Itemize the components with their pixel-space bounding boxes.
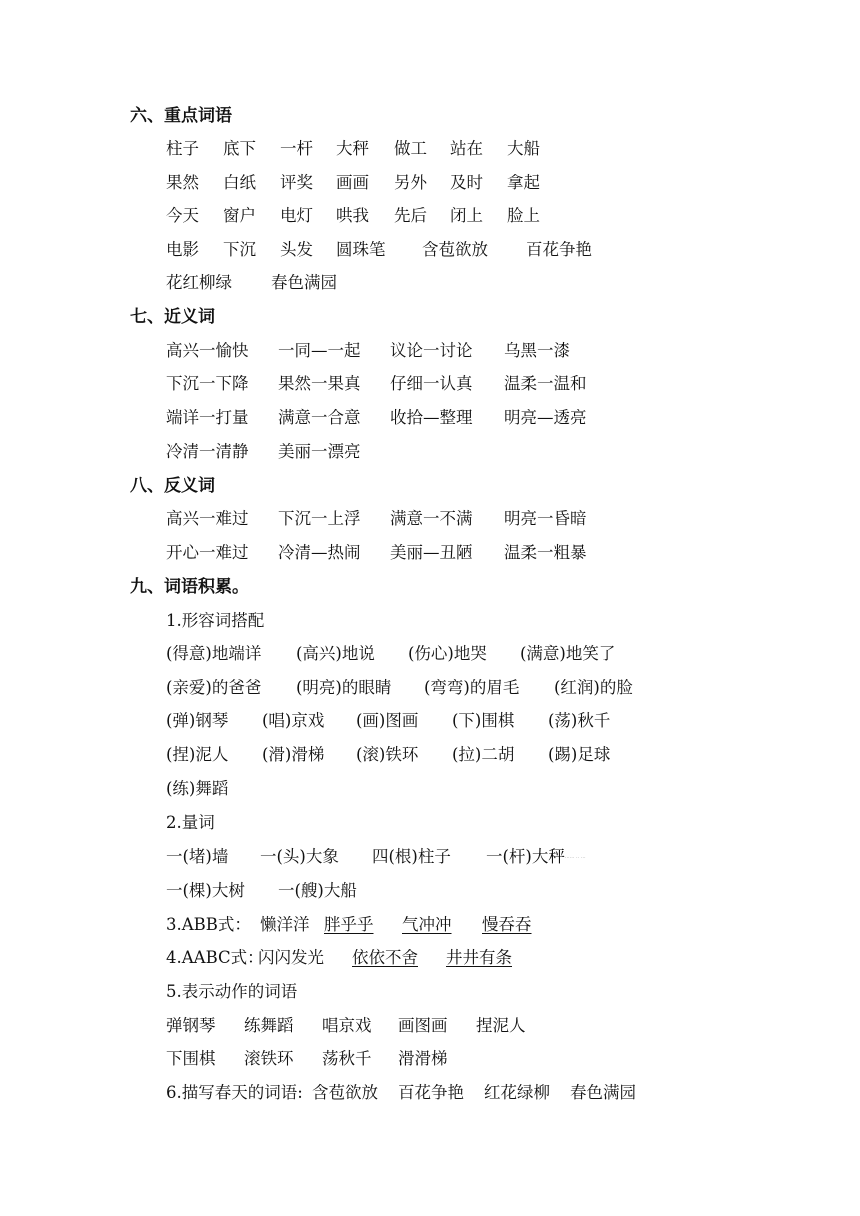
word: 大秤 [336, 139, 369, 158]
word: 做工 [394, 139, 427, 158]
word: 大船 [507, 139, 540, 158]
collocation: (滚)铁环 [356, 745, 419, 764]
collocation: (拉)二胡 [452, 745, 515, 764]
measure-word-text: 一(杆)大秤 [486, 847, 565, 866]
abb-word-answer: 气冲冲 [402, 915, 452, 934]
collocation: (红润)的脸 [554, 678, 633, 697]
action-word: 弹钢琴 [166, 1016, 216, 1035]
antonym-pair: 美丽—丑陋 [390, 543, 473, 562]
action-word: 下围棋 [166, 1049, 216, 1068]
word: 拿起 [507, 173, 540, 192]
synonym-pair: 收拾—整理 [390, 408, 473, 427]
action-word: 滑滑梯 [398, 1049, 448, 1068]
sub5-title: 5.表示动作的词语 [166, 982, 298, 1001]
collocation: (亲爱)的爸爸 [166, 678, 262, 697]
collocation: (满意)地笑了 [520, 644, 616, 663]
word: 底下 [223, 139, 256, 158]
abb-word-answer: 慢吞吞 [482, 915, 532, 934]
word: 柱子 [166, 139, 199, 158]
action-word: 唱京戏 [322, 1016, 372, 1035]
collocation: (弯弯)的眉毛 [424, 678, 520, 697]
sub6-label: 6.描写春天的词语: [166, 1083, 303, 1102]
synonym-pair: 乌黑一漆 [504, 341, 570, 360]
collocation: (滑)滑梯 [262, 745, 325, 764]
collocation: (踢)足球 [548, 745, 611, 764]
antonym-pair: 冷清—热闹 [278, 543, 361, 562]
word: 白纸 [223, 173, 256, 192]
measure-word [486, 840, 586, 874]
word: 下沉 [223, 240, 256, 259]
measure-word: 一(堵)墙 [166, 847, 229, 866]
word: 窗户 [223, 206, 256, 225]
synonym-pair: 端详一打量 [166, 408, 249, 427]
abb-word-answer: 胖乎乎 [324, 915, 374, 934]
word: 哄我 [336, 206, 369, 225]
collocation: (弹)钢琴 [166, 711, 229, 730]
collocation: (伤心)地哭 [408, 644, 487, 663]
word: 另外 [394, 173, 427, 192]
antonym-pair: 满意一不满 [390, 509, 473, 528]
spring-word: 春色满园 [570, 1083, 636, 1102]
antonym-pair: 明亮一昏暗 [504, 509, 587, 528]
collocation: (练)舞蹈 [166, 779, 229, 798]
spring-word: 百花争艳 [398, 1083, 464, 1102]
antonym-pair: 温柔一粗暴 [504, 543, 587, 562]
word: 圆珠笔 [336, 240, 386, 259]
antonym-pair: 开心一难过 [166, 543, 249, 562]
section-9-heading: 九、词语积累。 [130, 577, 249, 597]
collocation: (荡)秋千 [548, 711, 611, 730]
abb-word: 懒洋洋 [260, 915, 310, 934]
word: 先后 [394, 206, 427, 225]
sub4-label: 4.AABC式： [166, 948, 264, 967]
section-8-heading: 八、反义词 [130, 476, 215, 496]
collocation: (捏)泥人 [166, 745, 229, 764]
collocation: (得意)地端详 [166, 644, 262, 663]
aabc-word-answer: 依依不舍 [352, 948, 418, 967]
action-word: 画图画 [398, 1016, 448, 1035]
faint-mark: ...... .. ... [564, 854, 586, 860]
collocation: (明亮)的眼睛 [296, 678, 392, 697]
antonym-pair: 高兴一难过 [166, 509, 249, 528]
synonym-pair: 明亮—透亮 [504, 408, 587, 427]
measure-word: 四(根)柱子 [372, 847, 451, 866]
word: 站在 [450, 139, 483, 158]
sub2-title: 2.量词 [166, 813, 215, 832]
collocation: (唱)京戏 [262, 711, 325, 730]
synonym-pair: 美丽一漂亮 [278, 442, 361, 461]
sub3-label: 3.ABB式： [166, 915, 251, 934]
aabc-word-answer: 井井有条 [446, 948, 512, 967]
spring-word: 红花绿柳 [484, 1083, 550, 1102]
word: 脸上 [507, 206, 540, 225]
synonym-pair: 仔细一认真 [390, 374, 473, 393]
measure-word: 一(棵)大树 [166, 881, 245, 900]
spring-word: 含苞欲放 [312, 1083, 378, 1102]
word: 评奖 [280, 173, 313, 192]
synonym-pair: 一同—一起 [278, 341, 361, 360]
synonym-pair: 温柔一温和 [504, 374, 587, 393]
word: 今天 [166, 206, 199, 225]
word: 闭上 [450, 206, 483, 225]
word: 百花争艳 [526, 240, 592, 259]
synonym-pair: 下沉一下降 [166, 374, 249, 393]
aabc-word: 闪闪发光 [258, 948, 324, 967]
synonym-pair: 高兴一愉快 [166, 341, 249, 360]
word: 电影 [166, 240, 199, 259]
measure-word: 一(头)大象 [260, 847, 339, 866]
word: 及时 [450, 173, 483, 192]
collocation: (画)图画 [356, 711, 419, 730]
action-word: 荡秋千 [322, 1049, 372, 1068]
antonym-pair: 下沉一上浮 [278, 509, 361, 528]
action-word: 捏泥人 [476, 1016, 526, 1035]
word: 电灯 [280, 206, 313, 225]
word: 含苞欲放 [422, 240, 488, 259]
synonym-pair: 满意一合意 [278, 408, 361, 427]
section-7-heading: 七、近义词 [130, 307, 215, 327]
synonym-pair: 果然一果真 [278, 374, 361, 393]
section-6-heading: 六、重点词语 [130, 106, 232, 126]
synonym-pair: 冷清一清静 [166, 442, 249, 461]
word: 春色满园 [271, 273, 337, 292]
synonym-pair: 议论一讨论 [390, 341, 473, 360]
measure-word: 一(艘)大船 [278, 881, 357, 900]
word: 花红柳绿 [166, 273, 232, 292]
word: 头发 [280, 240, 313, 259]
collocation: (下)围棋 [452, 711, 515, 730]
action-word: 滚铁环 [244, 1049, 294, 1068]
collocation: (高兴)地说 [296, 644, 375, 663]
word: 画画 [336, 173, 369, 192]
word: 果然 [166, 173, 199, 192]
sub1-title: 1.形容词搭配 [166, 611, 265, 630]
action-word: 练舞蹈 [244, 1016, 294, 1035]
word: 一杆 [280, 139, 313, 158]
